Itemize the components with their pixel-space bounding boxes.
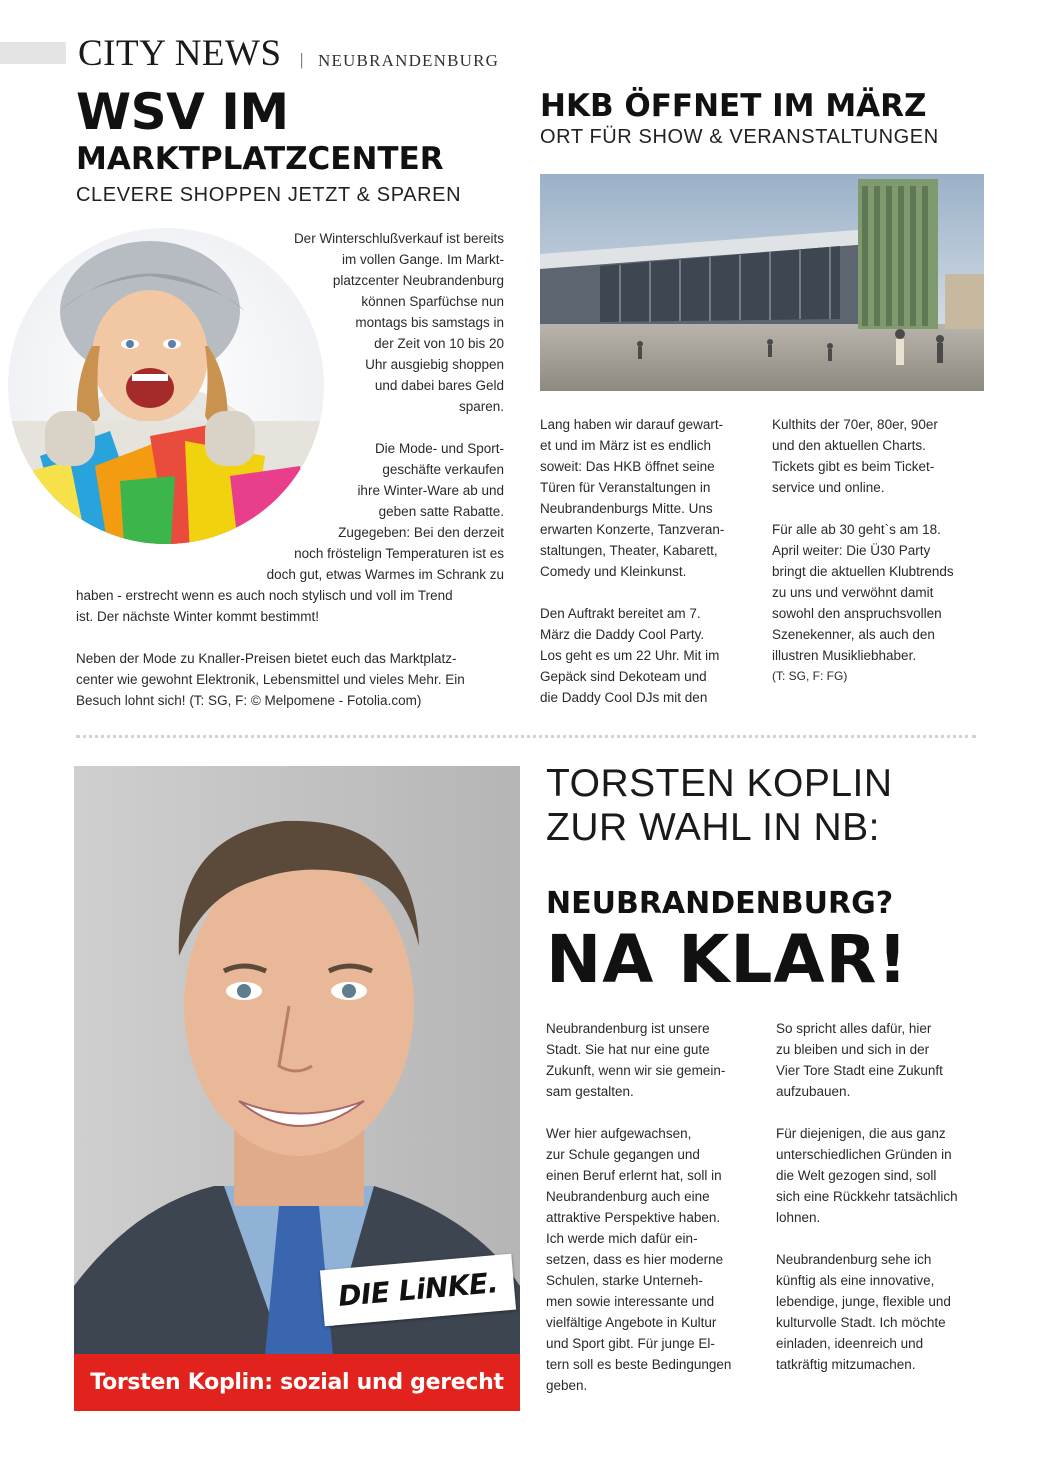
koplin-line: Wer hier aufgewachsen, [546,1126,692,1141]
hkb-line: Szenekenner, als auch den [772,627,935,642]
hkb-line: Gepäck sind Dekoteam und [540,669,707,684]
wsv-title-line2: MARKTPLATZCENTER [76,141,444,177]
koplin-line: kulturvolle Stadt. Ich möchte [776,1315,946,1330]
koplin-line: geben. [546,1378,588,1393]
slogan-text: Torsten Koplin: sozial und gerecht [90,1370,504,1395]
hkb-line: (T: SG, F: FG) [772,669,848,683]
hkb-title: HKB ÖFFNET IM MÄRZ [540,88,927,124]
hkb-line: Den Auftrakt bereitet am 7. [540,606,701,621]
section-divider [76,735,976,738]
koplin-line: setzen, dass es hier moderne [546,1252,724,1267]
koplin-line: tern soll es beste Bedingungen [546,1357,732,1372]
wsv-gap [76,417,504,438]
hkb-line: Los geht es um 22 Uhr. Mit im [540,648,720,663]
hkb-line: sowohl den anspruchsvollen [772,606,942,621]
koplin-line: Ich werde mich dafür ein- [546,1231,698,1246]
hkb-column-1 [540,414,740,708]
koplin-line: sam gestalten. [546,1084,634,1099]
koplin-line: attraktive Perspektive haben. [546,1210,721,1225]
wsv-line: im vollen Gange. Im Markt- [341,252,504,267]
koplin-line: einladen, ideenreich und [776,1336,924,1351]
koplin-line: sich eine Rückkehr tatsächlich [776,1189,958,1204]
hkb-line: Neubrandenburgs Mitte. Uns [540,501,713,516]
wsv-line: platzcenter Neubrandenburg [332,273,504,288]
die-linke-logo-text: DIE LiNKE. [336,1266,500,1313]
koplin-gap [776,1228,986,1249]
hkb-line: service und online. [772,480,885,495]
hkb-subtitle: ORT FÜR SHOW & VERANSTALTUNGEN [540,126,939,148]
koplin-line: künftig als eine innovative, [776,1273,935,1288]
wsv-line: Die Mode- und Sport- [374,441,504,456]
koplin-line: unterschiedlichen Gründen in [776,1147,952,1162]
koplin-column-2 [776,1018,986,1375]
koplin-line: und Sport gibt. Für junge El- [546,1336,715,1351]
wsv-line: sparen. [458,399,504,414]
wsv-body [76,228,504,711]
koplin-line: tatkräftig mitzumachen. [776,1357,916,1372]
koplin-line: Neubrandenburg auch eine [546,1189,710,1204]
koplin-line: aufzubauen. [776,1084,851,1099]
hkb-line: zu uns und verwöhnt damit [772,585,934,600]
koplin-line: lohnen. [776,1210,821,1225]
koplin-line: Stadt. Sie hat nur eine gute [546,1042,710,1057]
hkb-line: März die Daddy Cool Party. [540,627,705,642]
koplin-line: men sowie interessante und [546,1294,715,1309]
wsv-line: noch fröstelign Temperaturen ist es [294,546,504,561]
hkb-line: Lang haben wir darauf gewart- [540,417,724,432]
koplin-line: Neubrandenburg sehe ich [776,1252,932,1267]
koplin-column-1 [546,1018,756,1396]
section-title: CITY NEWS [78,33,282,74]
wsv-line: Neben der Mode zu Knaller-Preisen bietet euch das Marktplatz- [76,651,457,666]
header-grey-tab [0,42,66,64]
koplin-title [546,762,893,850]
wsv-line: Uhr ausgiebig shoppen [365,357,504,372]
wsv-line: center wie gewohnt Elektronik, Lebensmittel und vieles Mehr. Ein [76,672,465,687]
hkb-line: Türen für Veranstaltungen in [540,480,711,495]
hkb-line: Comedy und Kleinkunst. [540,564,687,579]
wsv-title-line1: WSV IM [76,83,289,141]
koplin-line: einen Beruf erlernt hat, soll in [546,1168,722,1183]
koplin-title-line2: ZUR WAHL IN NB: [546,806,880,849]
koplin-line: zu bleiben und sich in der [776,1042,930,1057]
hkb-line: et und im März ist es endlich [540,438,712,453]
hkb-line: Kulthits der 70er, 80er, 90er [772,417,938,432]
koplin-line: vielfältige Angebote in Kultur [546,1315,717,1330]
wsv-line: der Zeit von 10 bis 20 [374,336,504,351]
koplin-line: Für diejenigen, die aus ganz [776,1126,946,1141]
koplin-headline-question: NEUBRANDENBURG? [546,886,894,921]
koplin-line: Neubrandenburg ist unsere [546,1021,710,1036]
koplin-line: Vier Tore Stadt eine Zukunft [776,1063,943,1078]
hkb-line: staltungen, Theater, Kabarett, [540,543,718,558]
hkb-line: die Daddy Cool DJs mit den [540,690,708,705]
hkb-column-2 [772,414,972,687]
hkb-line: Tickets gibt es beim Ticket- [772,459,935,474]
hkb-gap [772,498,972,519]
wsv-line: und dabei bares Geld [374,378,504,393]
wsv-line: Besuch lohnt sich! (T: SG, F: © Melpomene - Fotolia.com) [76,693,422,708]
wsv-line: montags bis samstags in [355,315,504,330]
wsv-line: ihre Winter-Ware ab und [357,483,504,498]
koplin-line: zur Schule gegangen und [546,1147,700,1162]
koplin-line: Schulen, starke Unterneh- [546,1273,703,1288]
koplin-line: lebendige, junge, flexible und [776,1294,951,1309]
wsv-subtitle: CLEVERE SHOPPEN JETZT & SPAREN [76,184,462,206]
hkb-line: erwarten Konzerte, Tanzveran- [540,522,725,537]
koplin-title-line1: TORSTEN KOPLIN [546,762,893,805]
header-separator: | [300,50,304,69]
wsv-line: haben - erstrecht wenn es auch noch stylisch und voll im Trend [76,588,453,603]
wsv-line: ist. Der nächste Winter kommt bestimmt! [76,609,320,624]
hkb-building-photo [540,174,984,391]
koplin-line: So spricht alles dafür, hier [776,1021,932,1036]
hkb-line: und den aktuellen Charts. [772,438,926,453]
koplin-headline-answer: NA KLAR! [546,921,909,998]
hkb-line: April weiter: Die Ü30 Party [772,543,931,558]
hkb-line: illustren Musikliebhaber. [772,648,917,663]
hkb-line: Für alle ab 30 geht`s am 18. [772,522,941,537]
wsv-line: Der Winterschlußverkauf ist bereits [293,231,504,246]
wsv-line: können Sparfüchse nun [361,294,504,309]
hkb-gap [540,582,740,603]
koplin-gap [776,1102,986,1123]
koplin-line: die Welt gezogen sind, soll [776,1168,937,1183]
hkb-line: soweit: Das HKB öffnet seine [540,459,715,474]
slogan-banner [74,1354,520,1411]
wsv-line: Zugegeben: Bei den derzeit [338,525,504,540]
hkb-line: bringt die aktuellen Klubtrends [772,564,954,579]
koplin-line: Zukunft, wenn wir sie gemein- [546,1063,726,1078]
wsv-line: geschäfte verkaufen [382,462,504,477]
koplin-gap [546,1102,756,1123]
header-location: NEUBRANDENBURG [318,51,500,70]
wsv-line: geben satte Rabatte. [378,504,504,519]
wsv-gap [76,627,504,648]
wsv-line: doch gut, etwas Warmes im Schrank zu [266,567,504,582]
